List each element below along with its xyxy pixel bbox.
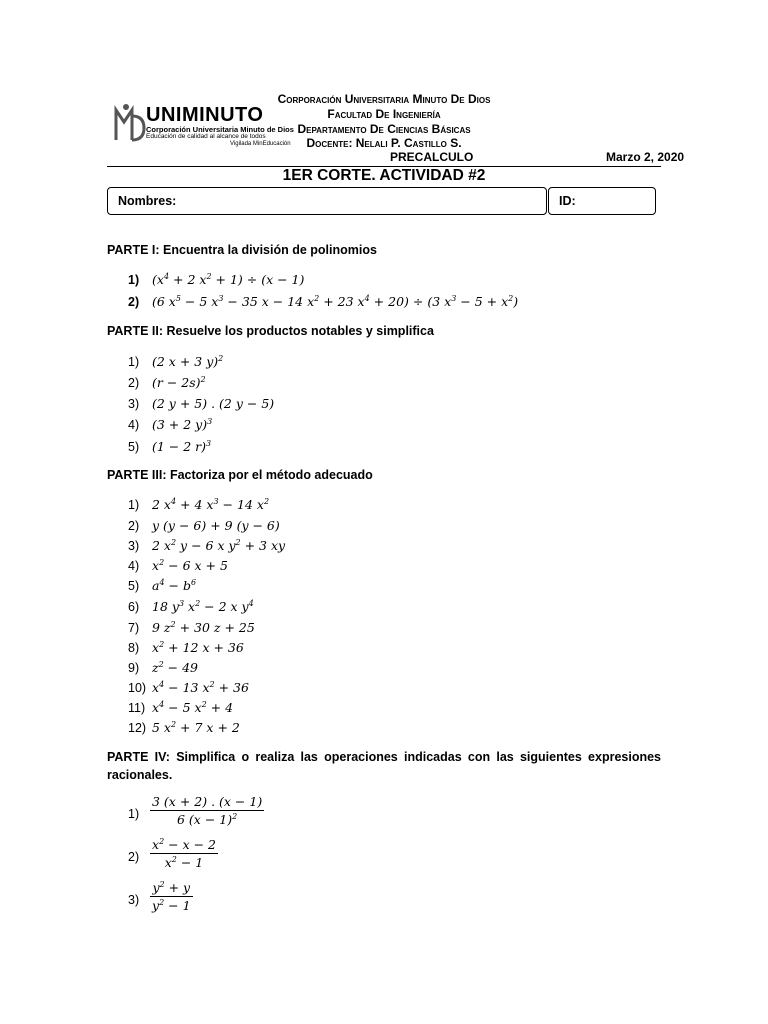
faculty-name: Facultad De Ingeniería [327,107,441,121]
activity-title: 1ER CORTE. ACTIVIDAD #2 [282,167,486,184]
logo-name: UNIMINUTO [146,104,264,126]
course-name: PRECALCULO [390,150,474,164]
part3-heading: PARTE III: Factoriza por el método adecuado [107,468,373,482]
list-item: 1) ($x^4 + 2$ $x^2 + 1) \div (x - 1)$ [128,272,305,288]
fraction-number: 3) [128,893,140,907]
fraction-number: 1) [128,807,140,821]
logo-vigilada: Vigilada MinEducación [230,141,291,147]
names-label: Nombres: [118,194,177,208]
list-item: 8) $x^2 + 12$ x + 36 [128,640,244,656]
list-item: 1) (2 x + 3 y)$^2$ [128,354,224,370]
logo-tagline: Educación de calidad al alcance de todos [146,133,266,140]
rational-expression: 3 (x + 2) . (x − 1) 6 $(x - 1)^2$ [152,794,263,828]
list-item: 11) $x^4 - 5$ $x^2 + 4$ [128,700,234,716]
list-item: 7) 9 $z^2 + 30$ z + 25 [128,620,255,636]
list-item: 3) 2 $x^2$ y − 6 x $y^2 + 3$ xy [128,538,286,554]
document-date: Marzo 2, 2020 [606,150,685,164]
list-item: 10) $x^4 - 13$ $x^2 + 36$ [128,680,249,696]
fraction-number: 2) [128,850,140,864]
list-item: 2) y (y − 6) + 9 (y − 6) [128,518,280,533]
list-item: 4) (3 + 2 y)$^3$ [128,417,213,433]
list-item: 1) 2 $x^4 + 4$ $x^3 - 14$ $x^2$ [128,497,270,513]
logo-subtitle: Corporación Universitaria Minuto de Dios [146,125,294,134]
list-item: 3) (2 y + 5) . (2 y − 5) [128,396,275,411]
rational-expression: $y^2 + y$ $y^2 - 1$ [152,880,191,914]
rational-expression: $x^2 - x - 2$ $x^2 - 1$ [152,837,216,871]
teacher-name: Docente: Nelali P. Castillo S. [306,136,462,150]
part2-heading: PARTE II: Resuelve los productos notables y simplifica [107,324,434,338]
list-item: 12) 5 $x^2 + 7$ x + 2 [128,720,240,736]
id-field[interactable] [548,187,656,215]
list-item: 9) $z^2 - 49$ [128,660,199,676]
part4-heading: PARTE IV: Simplifica o realiza las operaciones indicadas con las siguientes expresiones racionales. [107,750,661,782]
list-item: 5) (1 − 2 r)$^3$ [128,439,212,455]
list-item: 2) (6 $x^5 - 5$ $x^3 - 35$ x − 14 $x^2 + 23$ $x^4 + 20) \div (3$ $x^3 - 5 + x^2$) [128,294,519,310]
list-item: 2) $(r - 2s)^2$ [128,375,206,391]
list-item: 4) $x^2 - 6$ x + 5 [128,558,228,574]
list-item: 6) 18 $y^3$ $x^2 - 2$ x $y^4$ [128,599,254,615]
names-field[interactable] [107,187,547,215]
list-item: 5) $a^4 - b^6$ [128,578,197,594]
id-label: ID: [559,194,576,208]
part1-heading: PARTE I: Encuentra la división de polinomios [107,243,377,257]
department-name: Departamento De Ciencias Básicas [297,122,471,136]
institution-name: Corporación Universitaria Minuto De Dios [277,92,491,106]
